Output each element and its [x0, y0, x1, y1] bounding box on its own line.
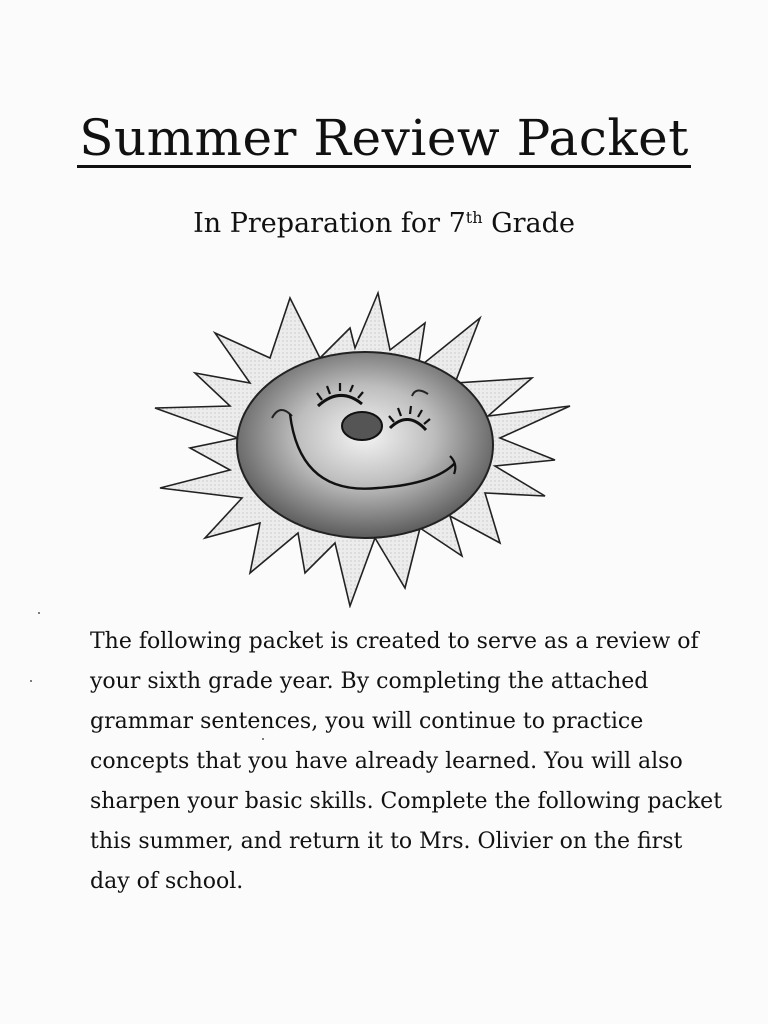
page-subtitle [0, 206, 768, 242]
paragraph-line: concepts that you have already learned. You will also [90, 749, 683, 774]
paragraph-line: sharpen your basic skills. Complete the following packet [90, 789, 723, 814]
paragraph-line: grammar sentences, you will continue to practice [90, 709, 644, 734]
paragraph-line: your sixth grade year. By completing the attached [90, 669, 649, 694]
sun-face [237, 352, 493, 538]
subtitle-suffix: Grade [482, 208, 575, 239]
scan-speck [262, 738, 264, 740]
smiling-sun-icon [150, 288, 590, 608]
paragraph-line: this summer, and return it to Mrs. Olivier on the first [90, 829, 683, 854]
scan-speck [30, 680, 32, 682]
paragraph-line: day of school. [90, 869, 244, 894]
subtitle-ordinal-suffix: th [465, 208, 483, 227]
page-title-text: Summer Review Packet [79, 109, 689, 167]
page-title [0, 108, 768, 168]
sun-nose [342, 412, 382, 440]
subtitle-prefix: In Preparation for 7 [193, 208, 466, 239]
scan-speck [38, 612, 40, 614]
intro-paragraph [90, 622, 723, 902]
paragraph-line: The following packet is created to serve as a review of [90, 629, 699, 654]
